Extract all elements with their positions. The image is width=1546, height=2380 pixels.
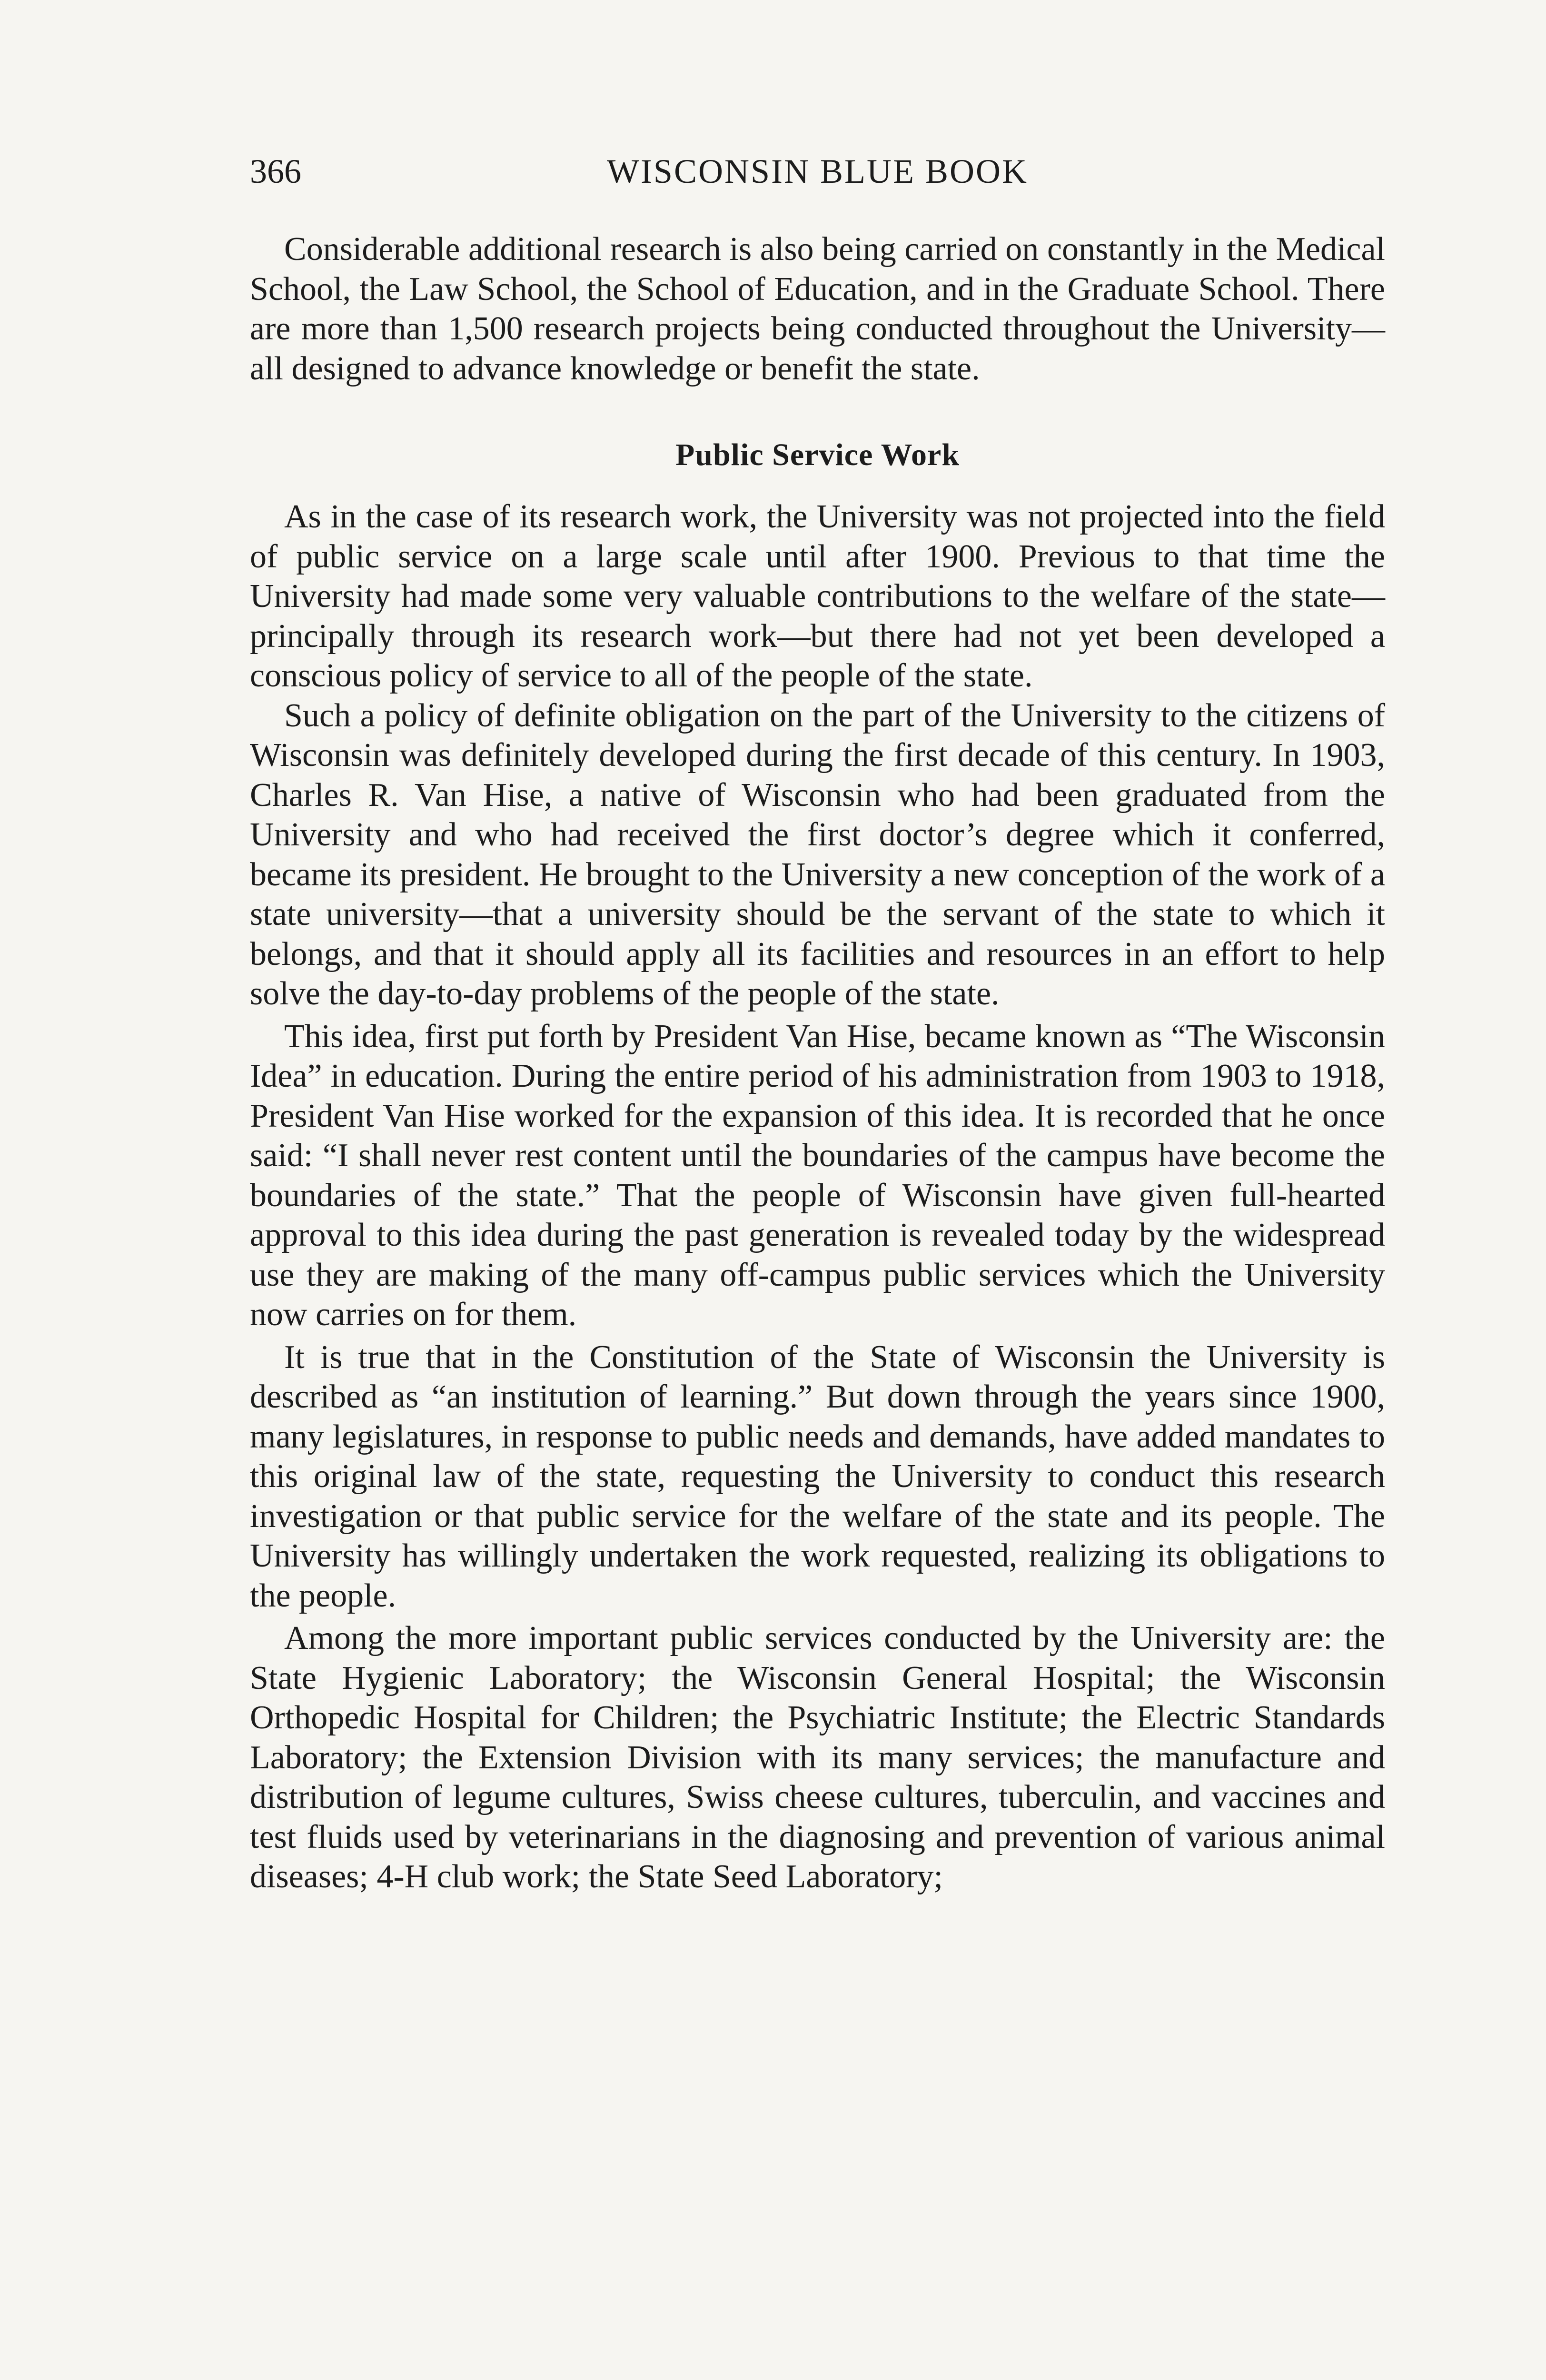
body-text — [250, 229, 1385, 1897]
running-header — [250, 143, 1385, 200]
page-number: 366 — [250, 152, 301, 190]
intro-paragraph: Considerable additional research is also being carried on constantly in the Medical School, the Law School, the School of Education, and in the Graduate School. There are more than 1,500 research projects being conducted throughout the University—all designed to advance knowledge or benefit the state. — [250, 231, 1385, 387]
paragraph-2: Such a policy of definite obligation on the part of the University to the citizens of Wisconsin was definitely developed during the first decade of this century. In 1903, Charles R. Van Hise, a native of Wisconsin who had been graduated from the University and who had received the first doctor’s degree which it conferred, became its president. He brought to the University a new conception of the work of a state university—that a university should be the servant of the state to which it belongs, and that it should apply all its facilities and resources in an effort to help solve the day-to-day problems of the people of the state. — [250, 697, 1385, 1012]
book-page — [250, 143, 1385, 1897]
paragraph-1: As in the case of its research work, the University was not projected into the field of public service on a large scale until after 1900. Previous to that time the University had made some very valuable contributions to the welfare of the state—principally through its research work—but there had not yet been developed a conscious policy of service to all of the people of the state. — [250, 498, 1385, 694]
paragraph-4: It is true that in the Constitution of the State of Wisconsin the University is described as “an institution of learning.” But down through the years since 1900, many legislatures, in response to public needs and demands, have added mandates to this original law of the state, requesting the University to conduct this research investigation or that public service for the welfare of the state and its people. The University has willingly undertaken the work requested, realizing its obligations to the people. — [250, 1339, 1385, 1614]
paragraph-5: Among the more important public services conducted by the University are: the State Hygienic Laboratory; the Wisconsin General Hospital; the Wisconsin Orthopedic Hospital for Children; the Psychiatric Institute; the Electric Standards Laboratory; the Extension Division with its many services; the manufacture and distribution of legume cultures, Swiss cheese cultures, tuberculin, and vaccines and test fluids used by veterinarians in the diagnosing and prevention of various animal diseases; 4-H club work; the State Seed Laboratory; — [250, 1620, 1385, 1895]
paragraph-3: This idea, first put forth by President Van Hise, became known as “The Wisconsin Idea” in education. During the entire period of his administration from 1903 to 1918, President Van Hise worked for the expansion of this idea. It is recorded that he once said: “I shall never rest content until the boundaries of the campus have become the boundaries of the state.” That the people of Wisconsin have given full-hearted approval to this idea during the past generation is revealed today by the widespread use they are making of the many off-campus public services which the University now carries on for them. — [250, 1018, 1385, 1333]
section-heading: Public Service Work — [675, 437, 960, 472]
running-title: WISCONSIN BLUE BOOK — [607, 152, 1028, 190]
